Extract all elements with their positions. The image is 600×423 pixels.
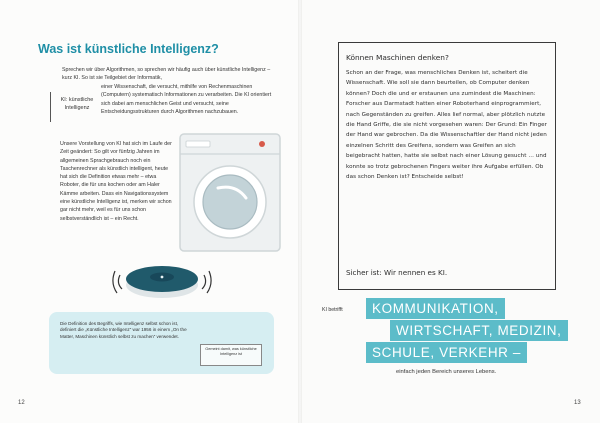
margin-bracket	[50, 92, 51, 122]
sticky-note: Gemeint damit, was künstliche Intelligenz ist	[200, 344, 262, 366]
intro-paragraph-continued: einer Wissenschaft, die versucht, mithilfe von Rechenmaschinen (Computern) systematisch Informationen zu verarbeiten. Die KI orientiert sich dabei am menschlichen Geist und versucht, seine Entscheidungsstrukturen durch Algorithmen nachzubauen.	[101, 84, 272, 115]
highlight-tail-text: einfach jeden Bereich unseres Lebens.	[396, 369, 497, 375]
ki-affects-label: KI betrifft	[322, 307, 343, 313]
washing-machine-icon	[178, 132, 282, 253]
info-box-text: Die Definition des Begriffs, wie Intelligenz selbst schon ist, definiert die „Künstliche Intelligenz“ war 1956 in einem „On the Matter, Maschinen künstlich selbst zu machen“ verwendet.	[60, 321, 187, 339]
question-box-title: Können Maschinen denken?	[346, 53, 449, 62]
page-number-left: 12	[18, 400, 25, 406]
ki-margin-note: KI: künstliche Intelligenz	[60, 97, 94, 111]
book-gutter	[298, 0, 302, 423]
highlight-band-economy: WIRTSCHAFT, MEDIZIN,	[390, 320, 568, 341]
highlight-band-communication: KOMMUNIKATION,	[366, 298, 505, 319]
robot-vacuum-icon	[112, 255, 212, 305]
question-box-text: Schon an der Frage, was menschliches Denken ist, scheitert die Wissenschaft. Wie soll sie dann beurteilen, ob Computer denken können? Doch die und er erstaunen uns zumindest die Maschinen: Forscher aus Darmstadt hatten einer Roboterhand einprogrammiert, nach Gegenständen zu greifen. Alles lief normal, aber plötzlich nutzte die Hand Griffe, die sie nicht vorgesehen waren: Der Grund: Ein Finger der Hand war gebrochen. Da die Wissenschaftler der Hand nicht jeden einzelnen Schritt des Greifens, sondern was Greifen an sich beigebracht hatten, hatte sie selbst nach einer Lösung gesucht … und konnte so trotz gebrochenen Fingers weiter ihre Aufgabe erfüllen. Ob das schon Denken ist? Entscheide selbst!	[346, 70, 547, 181]
page-title: Was ist künstliche Intelligenz?	[38, 42, 219, 56]
definition-paragraph: Unsere Vorstellung von KI hat sich im Laufe der Zeit geändert: So gilt vor fünfzig Jahren im allgemeinen Sprachgebrauch noch ein Taschenrechner als künstlich intelligent, heute hat sich die Definition etwas mehr – etwa Roboter, die für uns kochen oder am Haler Kämme arbeiten. Dass ein Navigationssystem eine künstliche Intelligenz ist, merken wir schon gar nicht mehr, weil es für uns schon selbstverständlich ist – ein Recht.	[60, 141, 172, 222]
highlight-band-school: SCHULE, VERKEHR –	[366, 342, 527, 363]
intro-paragraph-start: Sprechen wir über Algorithmen, so sprechen wir häufig auch über künstliche Intelligenz – kurz KI. So ist sie Teilgebiet der Informatik,	[62, 67, 271, 82]
question-box-conclusion: Sicher ist: Wir nennen es KI.	[346, 268, 448, 277]
page-number-right: 13	[574, 400, 581, 406]
